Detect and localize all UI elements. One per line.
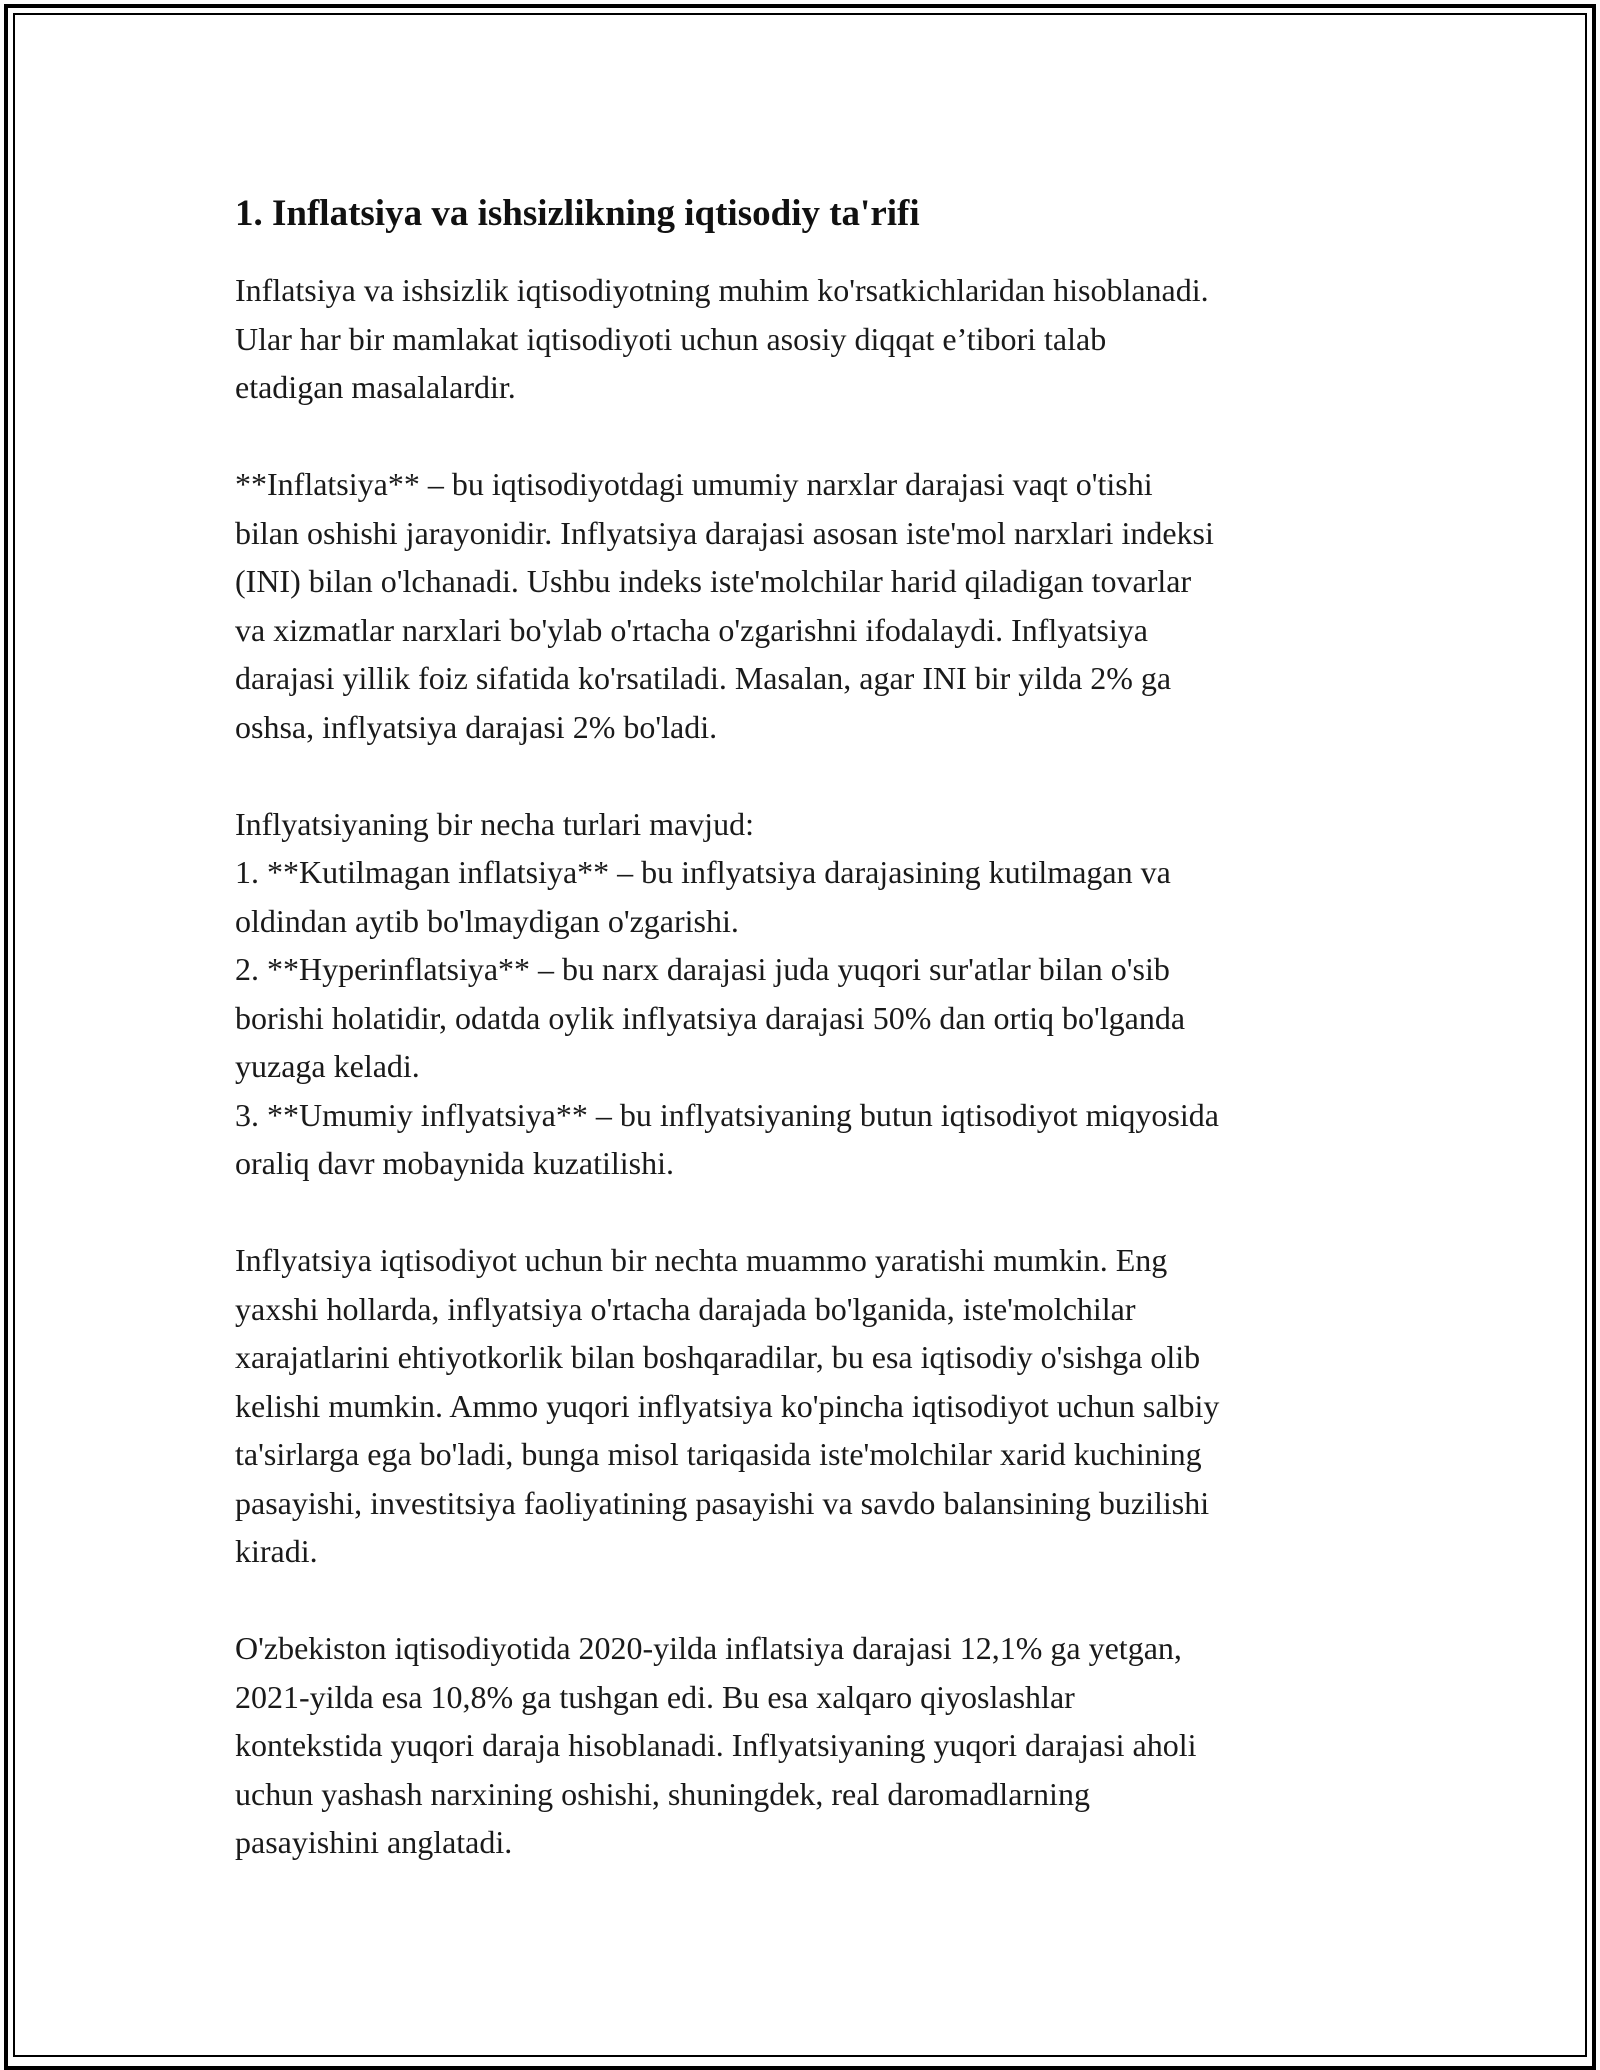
text-line: kiradi. xyxy=(235,1533,318,1569)
text-line: O'zbekiston iqtisodiyotida 2020-yilda inflatsiya darajasi 12,1% ga yetgan, xyxy=(235,1630,1182,1666)
paragraph-uzbekistan xyxy=(235,1624,1375,1867)
text-line: kelishi mumkin. Ammo yuqori inflyatsiya ko'pincha iqtisodiyot uchun salbiy xyxy=(235,1387,1220,1424)
list-item: 2. **Hyperinflatsiya** – bu narx darajasi juda yuqori sur'atlar bilan o'sib xyxy=(235,951,1170,987)
text-line: borishi holatidir, odatda oylik inflyatsiya darajasi 50% dan ortiq bo'lganda xyxy=(235,999,1186,1036)
text-line: etadigan masalalardir. xyxy=(235,369,516,405)
text-line: Inflyatsiyaning bir necha turlari mavjud: xyxy=(235,805,754,842)
text-line: bilan oshishi jarayonidir. Inflyatsiya darajasi asosan iste'mol narxlari indeksi xyxy=(235,514,1214,551)
paragraph-problems xyxy=(235,1236,1375,1576)
paragraph-types xyxy=(235,800,1375,1188)
text-line: Ular har bir mamlakat iqtisodiyoti uchun asosiy diqqat e’tibori talab xyxy=(235,320,1107,357)
list-item: 1. **Kutilmagan inflatsiya** – bu inflyatsiya darajasining kutilmagan va xyxy=(235,854,1171,890)
document-body xyxy=(235,188,1375,1915)
paragraph-intro xyxy=(235,266,1375,412)
list-item: 3. **Umumiy inflyatsiya** – bu inflyatsiyaning butun iqtisodiyot miqyosida xyxy=(235,1096,1219,1133)
text-line: ta'sirlarga ega bo'ladi, bunga misol tariqasida iste'molchilar xarid kuchining xyxy=(235,1436,1202,1472)
text-line: yaxshi hollarda, inflyatsiya o'rtacha darajada bo'lganida, iste'molchilar xyxy=(235,1290,1136,1327)
text-line: yuzaga keladi. xyxy=(235,1048,420,1084)
text-line: 2021-yilda esa 10,8% ga tushgan edi. Bu esa xalqaro qiyoslashlar xyxy=(235,1678,1075,1715)
text-line: Inflyatsiya iqtisodiyot uchun bir nechta muammo yaratishi mumkin. Eng xyxy=(235,1242,1168,1278)
text-line: pasayishi, investitsiya faoliyatining pasayishi va savdo balansining buzilishi xyxy=(235,1484,1210,1521)
text-line: oldindan aytib bo'lmaydigan o'zgarishi. xyxy=(235,902,739,939)
text-line: **Inflatsiya** – bu iqtisodiyotdagi umumiy narxlar darajasi vaqt o'tishi xyxy=(235,466,1153,502)
text-line: va xizmatlar narxlari bo'ylab o'rtacha o'zgarishni ifodalaydi. Inflyatsiya xyxy=(235,611,1148,648)
text-line: uchun yashash narxining oshishi, shuningdek, real daromadlarning xyxy=(235,1775,1090,1812)
paragraph-definition xyxy=(235,460,1375,751)
text-line: oraliq davr mobaynida kuzatilishi. xyxy=(235,1145,674,1181)
text-line: kontekstida yuqori daraja hisoblanadi. Inflyatsiyaning yuqori darajasi aholi xyxy=(235,1727,1197,1763)
text-line: pasayishini anglatadi. xyxy=(235,1824,513,1860)
text-line: darajasi yillik foiz sifatida ko'rsatiladi. Masalan, agar INI bir yilda 2% ga xyxy=(235,660,1172,696)
text-line: xarajatlarini ehtiyotkorlik bilan boshqaradilar, bu esa iqtisodiy o'sishga olib xyxy=(235,1339,1201,1375)
section-title: 1. Inflatsiya va ishsizlikning iqtisodiy ta'rifi xyxy=(235,193,920,234)
text-line: Inflatsiya va ishsizlik iqtisodiyotning muhim ko'rsatkichlaridan hisoblanadi. xyxy=(235,272,1209,308)
text-line: (INI) bilan o'lchanadi. Ushbu indeks iste'molchilar harid qiladigan tovarlar xyxy=(235,563,1192,599)
text-line: oshsa, inflyatsiya darajasi 2% bo'ladi. xyxy=(235,708,718,745)
